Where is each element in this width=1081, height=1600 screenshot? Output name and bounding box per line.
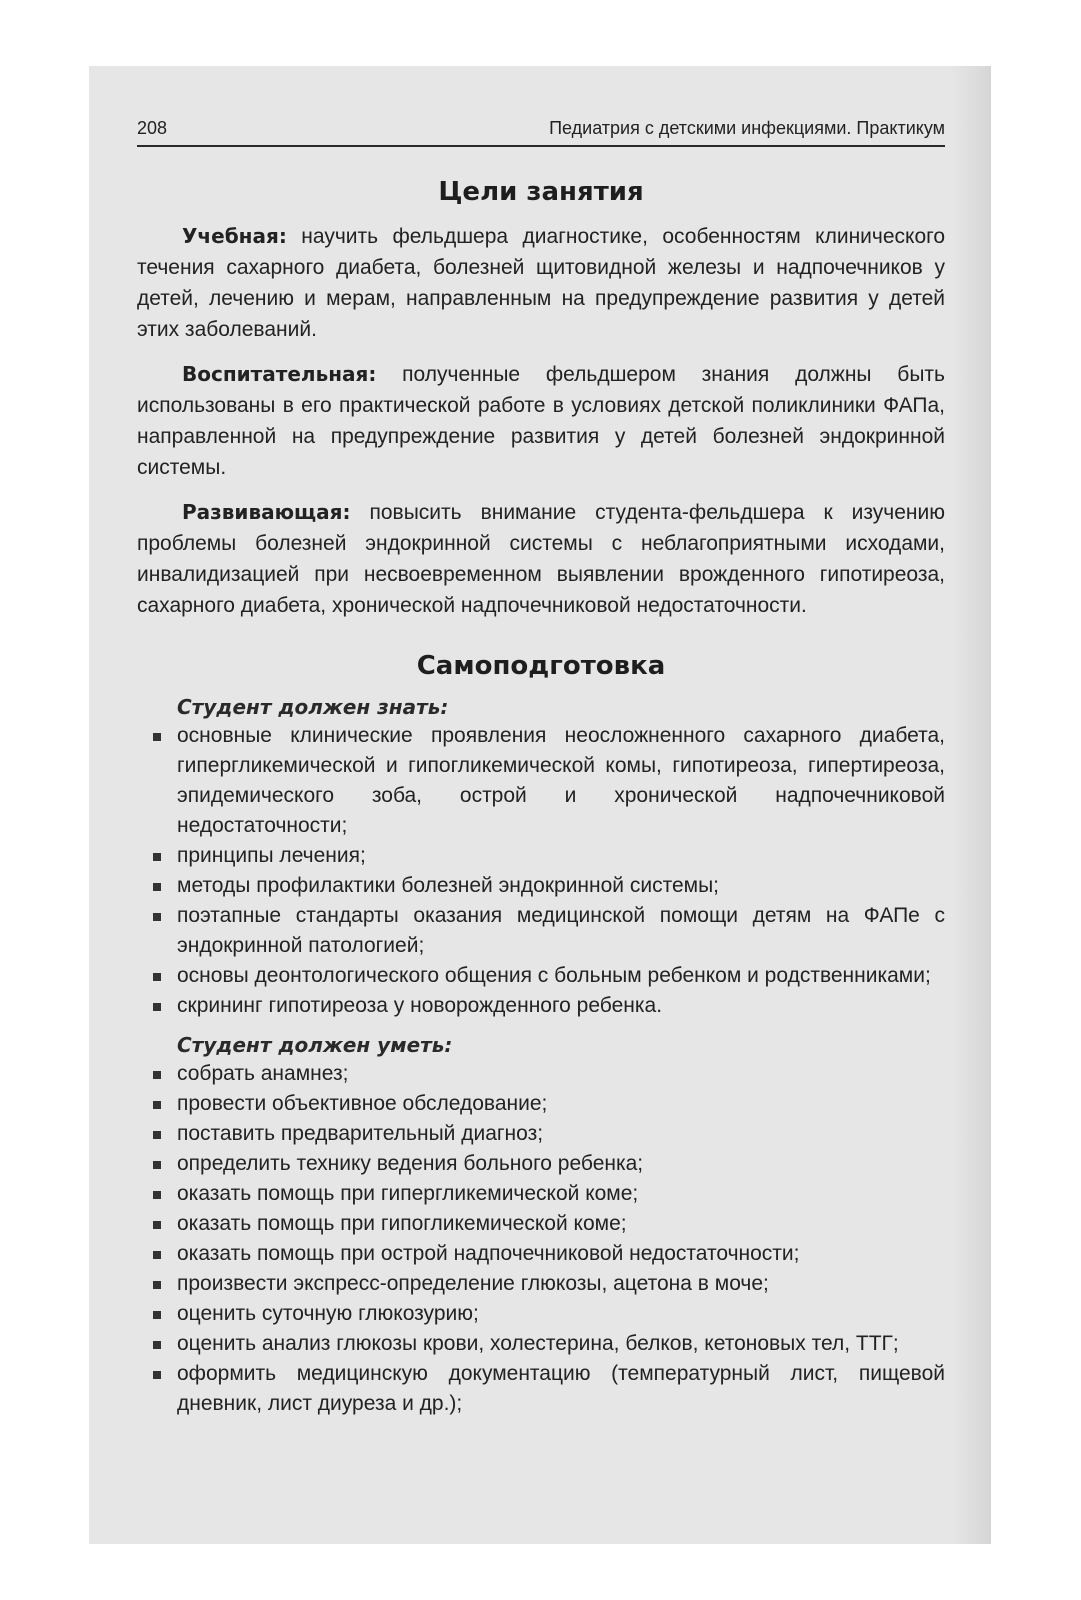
list-item: оценить анализ глюкозы крови, холестерина, белков, кетоновых тел, ТТГ; <box>137 1329 945 1359</box>
section-title-goals: Цели занятия <box>438 177 644 207</box>
list-item: основные клинические проявления неосложненного сахарного диабета, гипергликемической и гипогликемической комы, гипотиреоза, гипертиреоза, эпидемического зоба, острой и хронической надпочечниковой недостаточности; <box>137 721 945 841</box>
must-be-able-list <box>137 1059 945 1419</box>
goal-developing <box>137 497 945 621</box>
list-item: оказать помощь при гипогликемической коме; <box>137 1209 945 1239</box>
subheading-must-know: Студент должен знать: <box>177 695 449 719</box>
list-item: принципы лечения; <box>137 841 945 871</box>
goal-educational <box>137 221 945 345</box>
list-item: основы деонтологического общения с больным ребенком и родственниками; <box>137 961 945 991</box>
must-know-list <box>137 721 945 1021</box>
list-item: оказать помощь при острой надпочечниковой недостаточности; <box>137 1239 945 1269</box>
subheading-must-be-able: Студент должен уметь: <box>177 1033 453 1057</box>
section-title-self-preparation: Самоподготовка <box>416 651 666 681</box>
goal-text: научить фельдшера диагностике, особенностям клинического течения сахарного диабета, болезней щитовидной железы и надпочечников у детей, лечению и мерам, направленным на предупреждение развития у детей этих заболеваний. <box>137 225 945 341</box>
running-header <box>137 118 945 147</box>
list-item: поэтапные стандарты оказания медицинской помощи детям на ФАПе с эндокринной патологией; <box>137 901 945 961</box>
goal-text: полученные фельдшером знания должны быть использованы в его практической работе в условиях детской поликлиники ФАПа, направленной на предупреждение развития у детей болезней эндокринной системы. <box>137 363 945 479</box>
running-title: Педиатрия с детскими инфекциями. Практикум <box>549 118 945 138</box>
list-item: определить технику ведения больного ребенка; <box>137 1149 945 1179</box>
goal-label: Воспитательная: <box>182 362 377 386</box>
goal-upbringing <box>137 359 945 483</box>
list-item: собрать анамнез; <box>137 1059 945 1089</box>
page-edge-shadow <box>951 66 991 1544</box>
goal-label: Развивающая: <box>182 500 351 524</box>
list-item: оказать помощь при гипергликемической коме; <box>137 1179 945 1209</box>
list-item: скрининг гипотиреоза у новорожденного ребенка. <box>137 991 945 1021</box>
list-item: произвести экспресс-определение глюкозы, ацетона в моче; <box>137 1269 945 1299</box>
list-item: оформить медицинскую документацию (температурный лист, пищевой дневник, лист диуреза и др.); <box>137 1359 945 1419</box>
list-item: провести объективное обследование; <box>137 1089 945 1119</box>
page-number: 208 <box>137 118 168 138</box>
goal-text: повысить внимание студента-фельдшера к изучению проблемы болезней эндокринной системы с неблагоприятными исходами, инвалидизацией при несвоевременном выявлении врожденного гипотиреоза, сахарного диабета, хронической надпочечниковой недостаточности. <box>137 501 945 617</box>
list-item: оценить суточную глюкозурию; <box>137 1299 945 1329</box>
list-item: поставить предварительный диагноз; <box>137 1119 945 1149</box>
book-page <box>137 118 945 1431</box>
goal-label: Учебная: <box>182 224 287 248</box>
list-item: методы профилактики болезней эндокринной системы; <box>137 871 945 901</box>
